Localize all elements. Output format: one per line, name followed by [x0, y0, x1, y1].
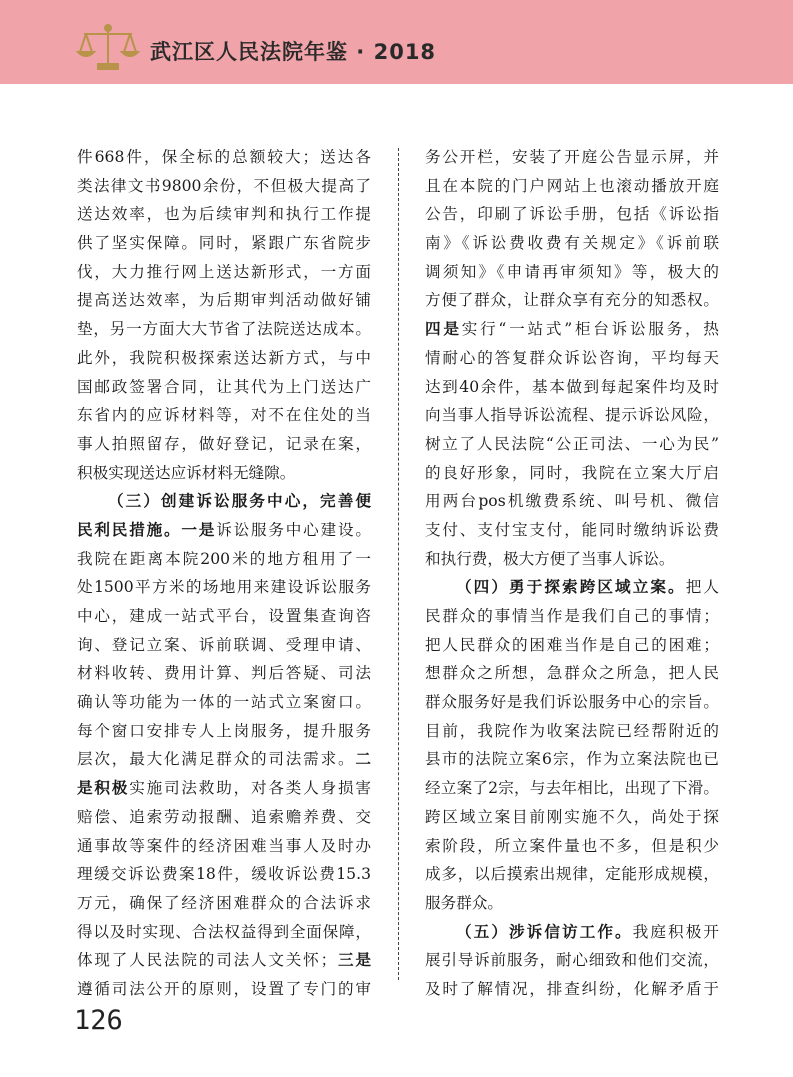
text-line: 通事故等案件的经济困难当事人及时办	[77, 836, 371, 855]
text-line: 遵循司法公开的原则，设置了专门的审	[77, 979, 371, 998]
text-line: 我院在距离本院200米的地方租用了一	[77, 549, 371, 568]
text-line: 送达效率，也为后续审判和执行工作提	[77, 205, 371, 224]
text-line: 处1500平方米的场地用来建设诉讼服务	[77, 578, 371, 597]
text-line: 成多，以后摸索出规律，定能形成规模，	[425, 865, 719, 884]
text-line: 层次，最大化满足群众的司法需求。二	[77, 749, 371, 769]
text-line: 且在本院的门户网站上也滚动播放开庭	[425, 176, 719, 195]
text-line: 展引导诉前服务，耐心细致和他们交流，	[425, 951, 719, 970]
text-line: 民利民措施。一是诉讼服务中心建设。	[77, 519, 371, 539]
text-line: 目前，我院作为收案法院已经帮附近的	[425, 721, 719, 740]
column-divider	[398, 148, 399, 980]
text-line: 万元，确保了经济困难群众的合法诉求	[77, 893, 371, 912]
text-line: 向当事人指导诉讼流程、提示诉讼风险，	[425, 406, 719, 425]
text-line: 县市的法院立案6宗，作为立案法院也已	[425, 750, 719, 769]
text-line: 四是实行“一站式”柜台诉讼服务，热	[425, 319, 719, 339]
text-line: 达到40余件，基本做到每起案件均及时	[425, 377, 719, 396]
text-line: 想群众之所想，急群众之所急，把人民	[425, 664, 719, 683]
text-line: 国邮政签署合同，让其代为上门送达广	[77, 377, 371, 396]
text-line: 和执行费，极大方便了当事人诉讼。	[425, 549, 675, 568]
text-line: 询、登记立案、诉前联调、受理申请、	[77, 635, 371, 654]
text-line: 公告，印刷了诉讼手册，包括《诉讼指	[425, 205, 719, 224]
text-line: 跨区域立案目前刚实施不久，尚处于探	[425, 807, 719, 826]
text-line: 赔偿、追索劳动报酬、追索赡养费、交	[77, 807, 371, 826]
section-heading-line: （五）涉诉信访工作。我庭积极开	[456, 921, 719, 941]
text-line: 是积极实施司法救助，对各类人身损害	[77, 778, 371, 798]
text-line: 经立案了2宗，与去年相比，出现了下滑。	[425, 779, 719, 798]
text-line: 及时了解情况，排查纠纷，化解矛盾于	[425, 979, 719, 998]
text-line: 南》《诉讼费收费有关规定》《诉前联	[425, 234, 719, 253]
page-header	[0, 0, 793, 84]
text-line: 件668件，保全标的总额较大；送达各	[77, 148, 371, 166]
text-line: 支付、支付宝支付，能同时缴纳诉讼费	[425, 520, 719, 539]
text-line: 体现了人民法院的司法人文关怀；三是	[77, 950, 371, 970]
text-line: 材料收转、费用计算、判后答疑、司法	[77, 664, 371, 683]
text-line: 情耐心的答复群众诉讼咨询，平均每天	[425, 348, 719, 367]
text-line: 用两台pos机缴费系统、叫号机、微信	[425, 492, 719, 511]
text-line: 的良好形象，同时，我院在立案大厅启	[425, 463, 719, 482]
text-line: 此外，我院积极探索送达新方式，与中	[77, 348, 371, 367]
left-column	[77, 143, 371, 1004]
text-line: 把人民群众的困难当作是自己的困难；	[425, 635, 719, 654]
section-heading-line: （三）创建诉讼服务中心，完善便	[108, 491, 371, 511]
right-column	[425, 143, 719, 1004]
text-line: 中心，建成一站式平台，设置集查询咨	[77, 607, 371, 625]
text-line: 垫，另一方面大大节省了法院送达成本。	[77, 320, 371, 339]
text-line: 确认等功能为一体的一站式立案窗口。	[77, 693, 371, 712]
text-line: 民群众的事情当作是我们自己的事情；	[425, 607, 719, 625]
book-title: 武江区人民法院年鉴 · 2018	[150, 40, 437, 64]
text-line: 伐，大力推行网上送达新形式，一方面	[77, 262, 371, 281]
text-line: 提高送达效率，为后期审判活动做好铺	[77, 291, 371, 310]
text-line: 东省内的应诉材料等，对不在住处的当	[77, 406, 371, 425]
text-line: 调须知》《申请再审须知》等，极大的	[425, 262, 719, 281]
page-number: 126	[74, 1005, 123, 1036]
text-line: 服务群众。	[425, 893, 503, 912]
section-heading-line: （四）勇于探索跨区域立案。把人	[456, 577, 719, 597]
text-line: 类法律文书9800余份，不但极大提高了	[77, 176, 371, 195]
text-line: 得以及时实现、合法权益得到全面保障，	[77, 922, 371, 941]
scales-of-justice-icon	[76, 22, 140, 72]
text-line: 理缓交诉讼费案18件，缓收诉讼费15.3	[77, 865, 371, 884]
text-line: 索阶段，所立案件量也不多，但是积少	[425, 836, 719, 855]
text-line: 积极实现送达应诉材料无缝隙。	[77, 463, 296, 482]
text-line: 务公开栏，安装了开庭公告显示屏，并	[425, 148, 719, 166]
text-line: 事人拍照留存，做好登记，记录在案，	[77, 434, 371, 453]
text-line: 供了坚实保障。同时，紧跟广东省院步	[77, 234, 371, 253]
text-line: 每个窗口安排专人上岗服务，提升服务	[77, 721, 371, 740]
text-line: 树立了人民法院“公正司法、一心为民”	[425, 434, 719, 453]
text-line: 群众服务好是我们诉讼服务中心的宗旨。	[425, 693, 719, 712]
text-line: 方便了群众，让群众享有充分的知悉权。	[425, 291, 719, 310]
